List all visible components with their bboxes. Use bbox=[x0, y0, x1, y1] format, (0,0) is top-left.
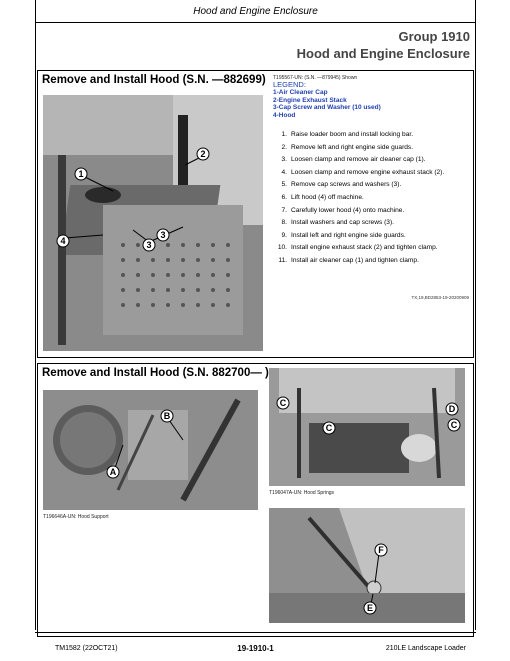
group-heading bbox=[297, 28, 470, 62]
svg-text:1: 1 bbox=[78, 169, 84, 179]
hood-support-photo bbox=[43, 390, 258, 510]
svg-text:4: 4 bbox=[60, 236, 66, 246]
svg-text:C: C bbox=[450, 420, 458, 430]
svg-text:D: D bbox=[448, 404, 456, 414]
step-item: 2. Remove left and right engine side guards. bbox=[281, 143, 414, 151]
hood-springs-photo bbox=[269, 368, 465, 486]
callout-e bbox=[364, 602, 376, 614]
hood-support-illustration bbox=[43, 390, 258, 510]
legend-item: 4-Hood bbox=[273, 111, 296, 119]
step-item: 7. Carefully lower hood (4) onto machine. bbox=[281, 206, 405, 214]
callout-2 bbox=[197, 148, 209, 160]
callout-4 bbox=[57, 235, 69, 247]
group-number: Group 1910 bbox=[398, 29, 470, 44]
svg-text:3: 3 bbox=[146, 240, 152, 250]
callout-c-right bbox=[448, 419, 460, 431]
callout-3-secondary bbox=[157, 229, 169, 241]
hood-spring-detail-photo bbox=[269, 508, 465, 623]
step-item: 1. Raise loader boom and install locking bar. bbox=[281, 131, 414, 138]
callout-f bbox=[375, 544, 387, 556]
svg-text:E: E bbox=[366, 603, 374, 613]
step-item: 4. Loosen clamp and remove engine exhaust stack (2). bbox=[281, 168, 445, 176]
svg-text:C: C bbox=[279, 398, 287, 408]
section-title: Remove and Install Hood (S.N. 882700— ) bbox=[42, 367, 269, 379]
callout-a bbox=[107, 466, 119, 478]
group-title: Hood and Engine Enclosure bbox=[296, 46, 470, 61]
caption-hood-support: T196646A-UN: Hood Support bbox=[43, 514, 109, 520]
svg-text:A: A bbox=[109, 467, 117, 477]
callout-c-top-left bbox=[277, 397, 289, 409]
step-item: 10. Install engine exhaust stack (2) and tighten clamp. bbox=[277, 244, 438, 252]
caption-hood-springs: T196047A-UN: Hood Springs bbox=[269, 490, 335, 496]
loader-hood-illustration bbox=[43, 95, 263, 351]
running-header: Hood and Engine Enclosure bbox=[35, 0, 476, 23]
callout-3 bbox=[143, 239, 155, 251]
hood-springs-illustration bbox=[269, 368, 465, 486]
page-footer bbox=[35, 632, 476, 661]
section-title: Remove and Install Hood (S.N. —882699) bbox=[42, 74, 266, 86]
step-item: 5. Remove cap screws and washers (3). bbox=[281, 181, 402, 189]
procedure-steps bbox=[273, 129, 473, 268]
image-id: T195567-UN: (S.N. —879945) Shown bbox=[273, 75, 358, 81]
legend-title: LEGEND: bbox=[273, 80, 306, 89]
loader-hood-photo bbox=[43, 95, 263, 351]
svg-text:C: C bbox=[325, 423, 333, 433]
callout-c-center bbox=[323, 422, 335, 434]
callout-d bbox=[446, 403, 458, 415]
footer-product-name: 210LE Landscape Loader bbox=[385, 645, 466, 652]
step-item: 11. Install air cleaner cap (1) and tighten clamp. bbox=[278, 256, 419, 264]
legend-item: 2-Engine Exhaust Stack bbox=[273, 96, 347, 104]
step-item: 8. Install washers and cap screws (3). bbox=[281, 219, 394, 227]
section-hood-early-serial bbox=[37, 70, 474, 358]
footer-manual-id: TM1582 (22OCT21) bbox=[55, 645, 118, 652]
callout-1 bbox=[75, 168, 87, 180]
section-hood-late-serial bbox=[37, 363, 474, 637]
hood-spring-detail-illustration bbox=[269, 508, 465, 623]
step-item: 3. Loosen clamp and remove air cleaner cap (1). bbox=[281, 156, 426, 164]
svg-text:2: 2 bbox=[200, 149, 206, 159]
legend-item: 3-Cap Screw and Washer (10 used) bbox=[273, 104, 381, 111]
step-item: 9. Install left and right engine side guards. bbox=[281, 231, 406, 239]
step-item: 6. Lift hood (4) off machine. bbox=[281, 193, 364, 201]
svg-text:B: B bbox=[163, 411, 171, 421]
callout-b bbox=[161, 410, 173, 422]
legend bbox=[273, 75, 473, 119]
svg-text:F: F bbox=[378, 545, 384, 555]
svg-text:3: 3 bbox=[160, 230, 166, 240]
reference-code: TX,19,BD2853-19-20200909 bbox=[411, 295, 469, 300]
legend-item: 1-Air Cleaner Cap bbox=[273, 89, 328, 96]
footer-page-number: 19-1910-1 bbox=[237, 644, 274, 653]
